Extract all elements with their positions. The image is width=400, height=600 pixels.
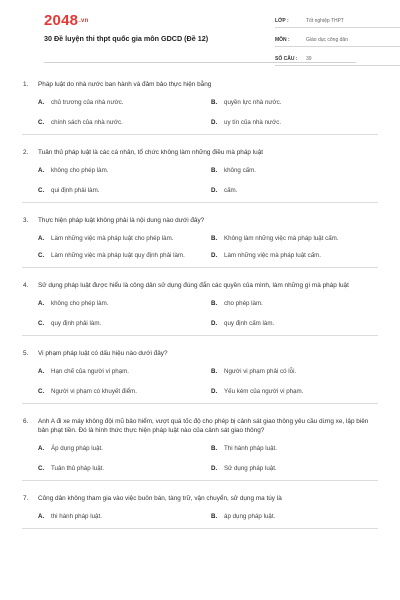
question-text: Vi phạm pháp luật có dấu hiệu nào dưới đây? xyxy=(38,350,168,357)
answer-options xyxy=(38,512,378,521)
question-text: Sử dụng pháp luật được hiểu là công dân sử dụng đúng đắn các quyền của mình, làm những gì mà pháp luật xyxy=(38,282,349,289)
answer-options xyxy=(38,299,378,328)
answer-option[interactable] xyxy=(38,319,211,328)
meta-row-count xyxy=(275,52,400,66)
question-header xyxy=(22,494,378,503)
answer-text: Hạn chế của người vi phạm. xyxy=(51,368,130,375)
answer-letter: D. xyxy=(211,252,218,259)
question-header xyxy=(22,281,378,290)
answer-text: Tuân thủ pháp luật. xyxy=(51,465,105,472)
question-4 xyxy=(22,276,378,336)
answer-letter: D. xyxy=(211,187,218,194)
question-text: Công dân không tham gia vào việc buôn bán, tàng trữ, vận chuyển, sử dụng ma túy là xyxy=(38,495,282,502)
answer-text: Người vi phạm phải có lỗi. xyxy=(224,368,297,375)
question-header xyxy=(22,349,378,358)
answer-option[interactable] xyxy=(38,299,211,308)
answer-text: Không làm những việc mà pháp luật cấm. xyxy=(224,235,339,242)
meta-value: Giáo dục công dân xyxy=(306,37,348,43)
answer-letter: A. xyxy=(38,368,45,375)
answer-text: Thi hành pháp luật. xyxy=(224,445,277,452)
answer-text: uy tín của nhà nước. xyxy=(224,119,282,126)
question-number: 4. xyxy=(23,282,29,289)
question-text: Anh A đi xe máy không đội mũ bảo hiểm, vượt quá tốc độ cho phép bị cảnh sát giao thông yêu cầu dừng xe, lập biên bản phạt tiền. Đó là hình thức thực hiện pháp luật nào của cảnh sát giao thông? xyxy=(38,418,369,434)
question-number: 7. xyxy=(23,495,29,502)
answer-options xyxy=(38,166,378,195)
answer-option[interactable] xyxy=(211,118,378,127)
exam-title: 30 Đề luyện thi thpt quốc gia môn GDCD (Đề 12) xyxy=(44,34,209,43)
answer-option[interactable] xyxy=(38,166,211,175)
answer-text: cho phép làm. xyxy=(224,300,263,307)
answer-letter: B. xyxy=(211,167,218,174)
meta-label: SỐ CÂU : xyxy=(275,56,298,62)
answer-letter: A. xyxy=(38,167,45,174)
answer-letter: A. xyxy=(38,445,45,452)
question-5 xyxy=(22,344,378,404)
meta-label: LỚP : xyxy=(275,18,289,24)
answer-letter: C. xyxy=(38,119,45,126)
answer-options xyxy=(38,234,378,260)
answer-text: chính sách của nhà nước. xyxy=(51,119,123,126)
question-number: 2. xyxy=(23,149,29,156)
answer-option[interactable] xyxy=(211,367,378,376)
answer-letter: C. xyxy=(38,187,45,194)
question-header xyxy=(22,216,378,225)
answer-letter: B. xyxy=(211,513,218,520)
answer-letter: B. xyxy=(211,445,218,452)
answer-options xyxy=(38,444,378,473)
question-header xyxy=(22,80,378,89)
question-number: 1. xyxy=(23,81,29,88)
answer-text: thi hành pháp luật. xyxy=(51,513,102,520)
answer-text: Làm những việc mà pháp luật quy định phải làm. xyxy=(51,252,185,259)
answer-option[interactable] xyxy=(211,444,378,453)
answer-letter: B. xyxy=(211,368,218,375)
answer-option[interactable] xyxy=(38,387,211,396)
meta-row-class xyxy=(275,14,400,28)
answer-option[interactable] xyxy=(38,367,211,376)
question-6 xyxy=(22,412,378,481)
answer-text: Làm những việc mà pháp luật cấm. xyxy=(224,252,322,259)
answer-option[interactable] xyxy=(38,234,211,243)
answer-option[interactable] xyxy=(211,251,378,260)
answer-option[interactable] xyxy=(38,118,211,127)
question-1 xyxy=(22,76,378,135)
answer-options xyxy=(38,98,378,127)
answer-letter: B. xyxy=(211,300,218,307)
answer-letter: B. xyxy=(211,99,218,106)
answer-option[interactable] xyxy=(211,319,378,328)
answer-letter: A. xyxy=(38,513,45,520)
question-number: 6. xyxy=(23,418,29,425)
question-header xyxy=(22,148,378,157)
answer-option[interactable] xyxy=(38,186,211,195)
answer-option[interactable] xyxy=(211,98,378,107)
answer-text: quy định phải làm. xyxy=(51,320,102,327)
answer-letter: D. xyxy=(211,388,218,395)
answer-letter: C. xyxy=(38,252,45,259)
answer-text: áp dụng pháp luật. xyxy=(224,513,276,520)
logo-sub: .vn xyxy=(79,18,89,25)
logo-main: 2048 xyxy=(44,12,79,29)
answer-letter: C. xyxy=(38,388,45,395)
answer-letter: C. xyxy=(38,320,45,327)
answer-text: Người vi phạm có khuyết điểm. xyxy=(51,388,137,395)
answer-text: Yếu kém của người vi phạm. xyxy=(224,388,304,395)
question-number: 5. xyxy=(23,350,29,357)
site-logo[interactable] xyxy=(44,12,88,29)
answer-option[interactable] xyxy=(211,512,378,521)
answer-letter: B. xyxy=(211,235,218,242)
meta-value: 39 xyxy=(306,56,312,62)
question-number: 3. xyxy=(23,217,29,224)
question-text: Thực hiện pháp luật không phải là nội dung nào dưới đây? xyxy=(38,217,205,224)
answer-text: Áp dụng pháp luật. xyxy=(51,445,103,452)
answer-letter: A. xyxy=(38,235,45,242)
question-2 xyxy=(22,143,378,203)
answer-option[interactable] xyxy=(38,444,211,453)
meta-value: Tốt nghiệp THPT xyxy=(306,18,344,24)
answer-option[interactable] xyxy=(38,512,211,521)
answer-text: không cho phép làm. xyxy=(51,300,109,307)
question-text: Tuân thủ pháp luật là các cá nhân, tổ chức không làm những điều mà pháp luật xyxy=(38,149,264,156)
answer-letter: D. xyxy=(211,119,218,126)
answer-text: quyền lực nhà nước. xyxy=(224,99,282,106)
meta-label: MÔN : xyxy=(275,37,290,43)
answer-letter: C. xyxy=(38,465,45,472)
page-header xyxy=(22,0,378,70)
answer-option[interactable] xyxy=(211,166,378,175)
question-3 xyxy=(22,211,378,268)
header-divider xyxy=(44,62,356,63)
answer-letter: D. xyxy=(211,320,218,327)
answer-text: chủ trương của nhà nước. xyxy=(51,99,124,106)
answer-option[interactable] xyxy=(211,186,378,195)
answer-options xyxy=(38,367,378,396)
question-header xyxy=(22,417,378,435)
answer-text: cấm. xyxy=(224,187,238,194)
answer-text: không cấm. xyxy=(224,167,256,174)
answer-option[interactable] xyxy=(38,251,211,260)
meta-row-subject xyxy=(275,33,400,47)
answer-text: qui định phải làm. xyxy=(51,187,100,194)
question-7 xyxy=(22,489,378,529)
answer-option[interactable] xyxy=(38,98,211,107)
answer-option[interactable] xyxy=(211,464,378,473)
answer-text: Sử dụng pháp luật. xyxy=(224,465,277,472)
answer-letter: D. xyxy=(211,465,218,472)
answer-text: quy định cấm làm. xyxy=(224,320,275,327)
answer-option[interactable] xyxy=(211,387,378,396)
answer-letter: A. xyxy=(38,300,45,307)
answer-option[interactable] xyxy=(38,464,211,473)
question-text: Pháp luật do nhà nước ban hành và đảm bảo thực hiện bằng xyxy=(38,81,212,88)
answer-text: Làm những việc mà pháp luật cho phép làm. xyxy=(51,235,174,242)
answer-letter: A. xyxy=(38,99,45,106)
question-list xyxy=(22,76,378,537)
answer-option[interactable] xyxy=(211,299,378,308)
answer-option[interactable] xyxy=(211,234,378,243)
answer-text: không cho phép làm. xyxy=(51,167,109,174)
